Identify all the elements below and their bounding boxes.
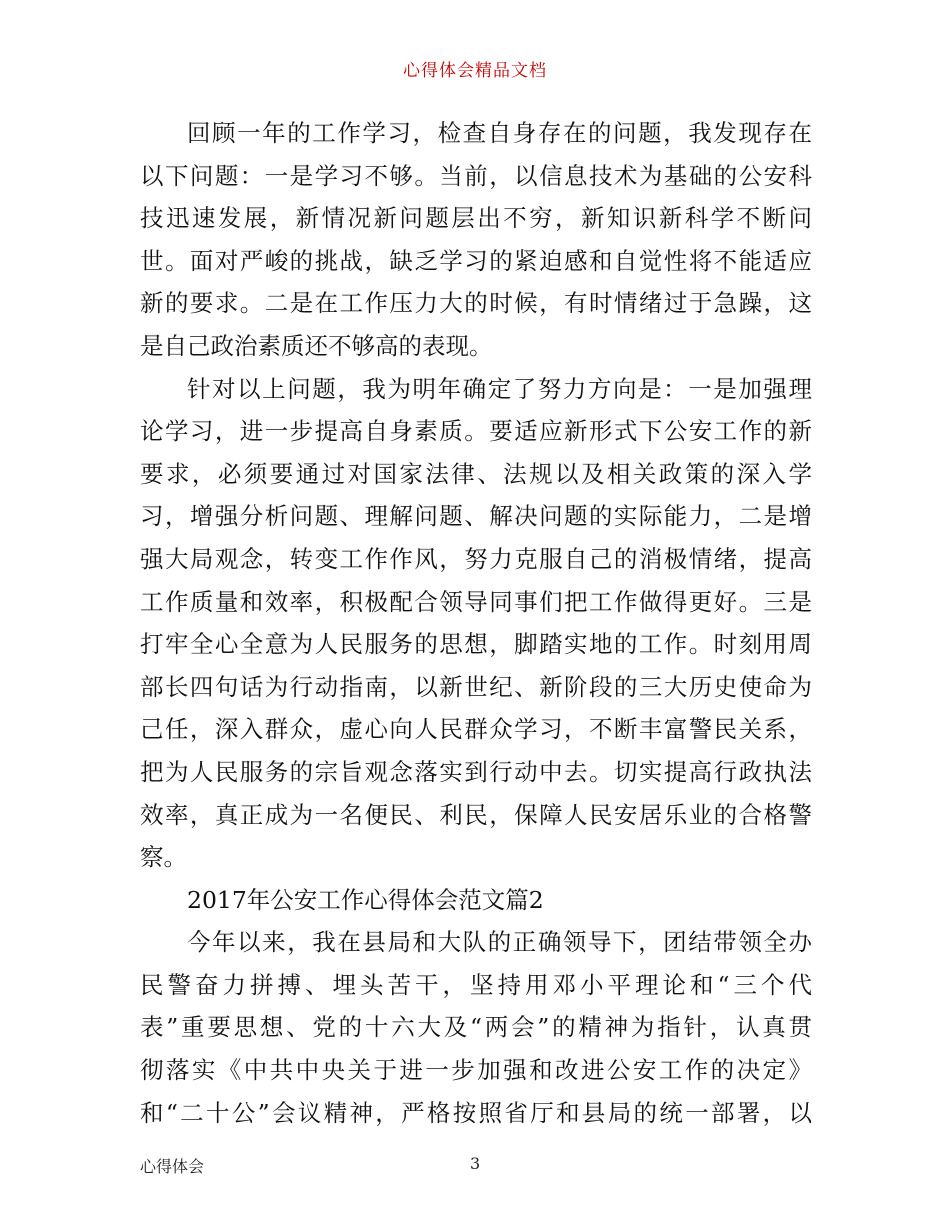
page-header-title: 心得体会精品文档 bbox=[403, 61, 547, 81]
text-line: 技迅速发展，新情况新问题层出不穷，新知识新科学不断问 bbox=[140, 204, 812, 233]
text-line: 强大局观念，转变工作作风，努力克服自己的消极情绪，提高 bbox=[140, 544, 812, 573]
text-line: 以下问题：一是学习不够。当前，以信息技术为基础的公安科 bbox=[140, 161, 812, 190]
text-line: 和“二十公”会议精神，严格按照省厅和县局的统一部署，以 bbox=[140, 1098, 812, 1127]
text-line: 效率，真正成为一名便民、利民，保障人民安居乐业的合格警 bbox=[140, 800, 812, 829]
text-line: 2017年公安工作心得体会范文篇2 bbox=[187, 885, 544, 914]
text-line: 工作质量和效率，积极配合领导同事们把工作做得更好。三是 bbox=[140, 587, 812, 616]
text-line: 是自己政治素质还不够高的表现。 bbox=[140, 331, 493, 360]
text-line: 新的要求。二是在工作压力大的时候，有时情绪过于急躁，这 bbox=[140, 289, 812, 318]
text-line: 打牢全心全意为人民服务的思想，脚踏实地的工作。时刻用周 bbox=[140, 630, 812, 659]
text-line: 针对以上问题，我为明年确定了努力方向是：一是加强理 bbox=[187, 374, 812, 403]
text-line: 世。面对严峻的挑战，缺乏学习的紧迫感和自觉性将不能适应 bbox=[140, 246, 812, 275]
text-line: 论学习，进一步提高自身素质。要适应新形式下公安工作的新 bbox=[140, 417, 812, 446]
text-line: 己任，深入群众，虚心向人民群众学习，不断丰富警民关系， bbox=[140, 715, 812, 744]
document-body bbox=[140, 112, 812, 1134]
text-line: 要求，必须要通过对国家法律、法规以及相关政策的深入学 bbox=[140, 459, 812, 488]
page-number: 3 bbox=[470, 1154, 481, 1173]
text-line: 回顾一年的工作学习，检查自身存在的问题，我发现存在 bbox=[187, 119, 812, 147]
text-line: 把为人民服务的宗旨观念落实到行动中去。切实提高行政执法 bbox=[140, 757, 812, 786]
text-line: 习，增强分析问题、理解问题、解决问题的实际能力，二是增 bbox=[140, 502, 812, 531]
text-line: 彻落实《中共中央关于进一步加强和改进公安工作的决定》 bbox=[140, 1056, 812, 1085]
text-line: 民警奋力拼搏、埋头苦干，坚持用邓小平理论和“三个代 bbox=[140, 970, 812, 999]
page-footer-label: 心得体会 bbox=[140, 1157, 205, 1176]
text-line: 表”重要思想、党的十六大及“两会”的精神为指针，认真贯 bbox=[140, 1013, 812, 1042]
text-line: 察。 bbox=[140, 843, 187, 872]
text-line: 部长四句话为行动指南，以新世纪、新阶段的三大历史使命为 bbox=[140, 672, 812, 701]
text-line: 今年以来，我在县局和大队的正确领导下，团结带领全办 bbox=[187, 928, 812, 957]
